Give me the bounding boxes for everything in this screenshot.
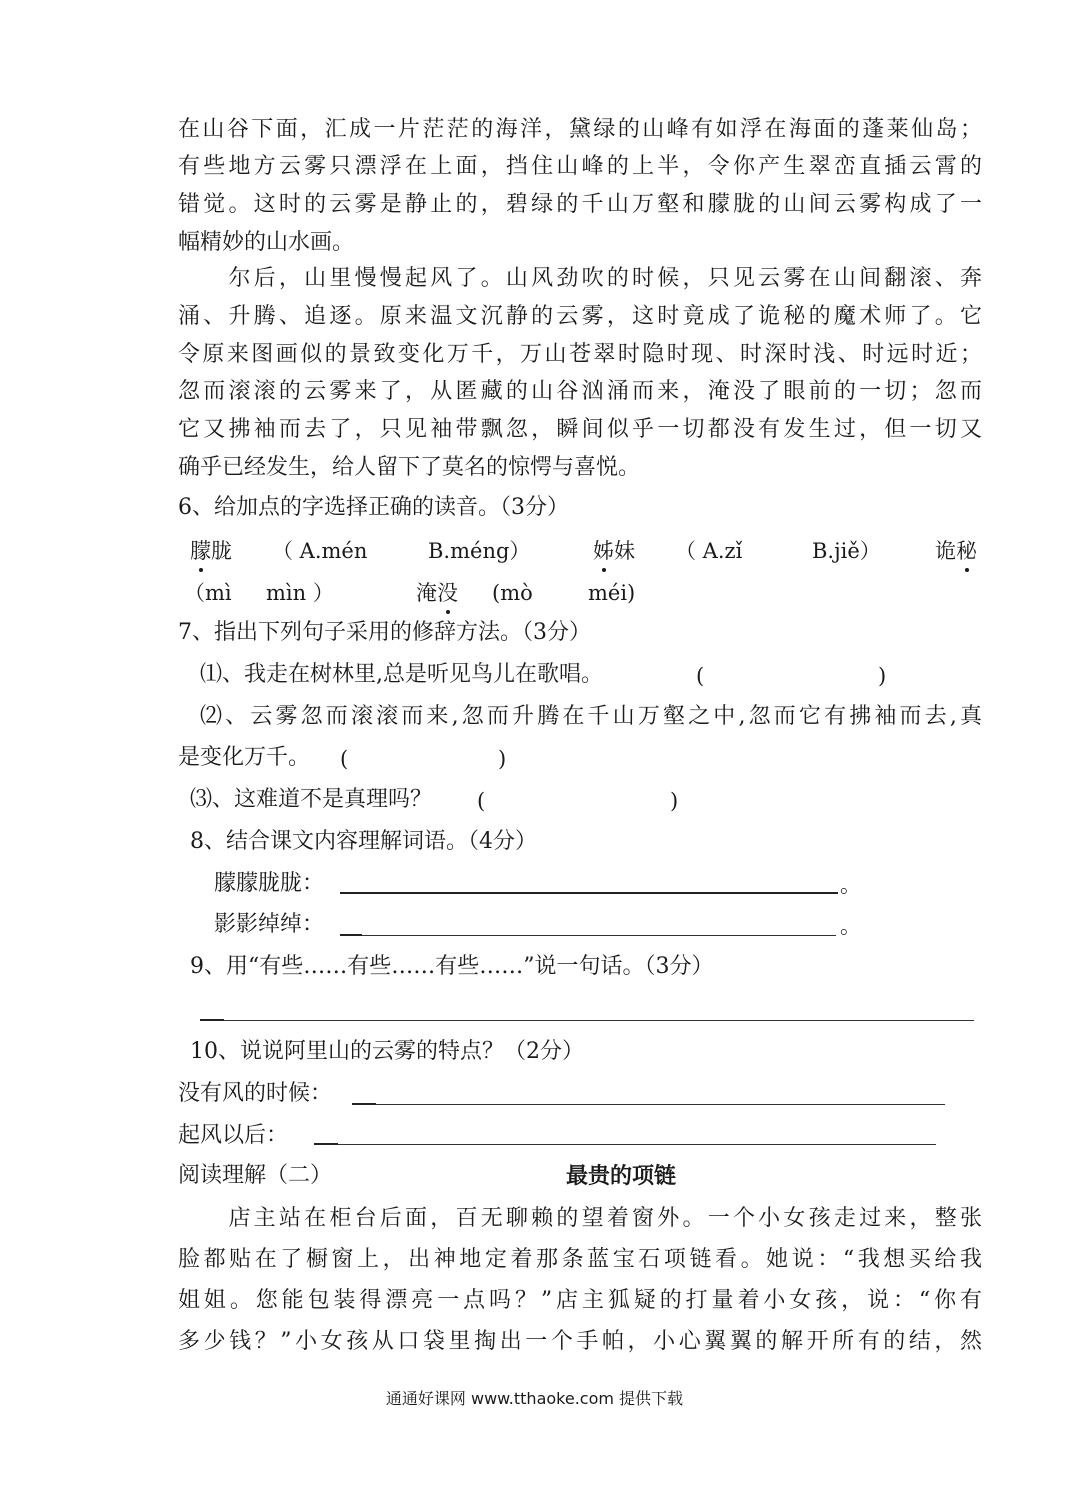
passage-line: 涌、升腾、追逐。原来温文沉静的云雾，这时竟成了诡秘的魔术师了。它: [178, 304, 982, 329]
question-title: 6、给加点的字选择正确的读音。（3分）: [178, 495, 569, 520]
question-title: 7、指出下列句子采用的修辞方法。（3分）: [178, 620, 591, 645]
word-menglong: 朦胧: [190, 536, 232, 566]
answer-paren-close: ): [670, 789, 679, 813]
passage-line: 有些地方云雾只漂浮在上面，挡住山峰的上半，令你产生翠峦直插云霄的: [178, 154, 982, 179]
passage-line: 它又拂袖而去了，只见袖带飘忽，瞬间似乎一切都没有发生过，但一切又: [178, 417, 982, 442]
pinyin-option: B.méng）: [428, 539, 531, 563]
passage-line: 错觉。这时的云雾是静止的，碧绿的千山万壑和朦胧的山间云雾构成了一: [178, 192, 982, 217]
question-title: 10、说说阿里山的云雾的特点？（2分）: [190, 1039, 584, 1064]
word-label: 朦朦胧胧：: [214, 871, 325, 896]
pinyin-option: （mì: [184, 581, 232, 605]
sentence-3: ⑶、这难道不是真理吗？: [190, 787, 433, 812]
passage-line: 姐姐。您能包装得漂亮一点吗？”店主狐疑的打量着小女孩，说：“你有: [178, 1288, 982, 1313]
sentence-2-cont: 是变化万千。: [178, 745, 311, 770]
answer-line[interactable]: [338, 1144, 936, 1145]
answer-paren-open: (: [340, 747, 349, 771]
answer-paren-open: (: [477, 789, 486, 813]
answer-paren-close: ): [878, 664, 887, 688]
section-label: 阅读理解（二）: [178, 1163, 333, 1188]
pinyin-option: (mò: [492, 581, 533, 605]
dotted-char: 姊: [593, 536, 614, 566]
sentence-2: ⑵、云雾忽而滚滚而来,忽而升腾在千山万壑之中,忽而它有拂袖而去,真: [200, 704, 982, 729]
answer-line-stub: [200, 1019, 224, 1021]
answer-paren-open: (: [696, 664, 705, 688]
answer-line[interactable]: [224, 1020, 974, 1021]
passage-line: 幅精妙的山水画。: [178, 230, 355, 255]
pinyin-option: méi): [588, 581, 636, 605]
word-guimi: 诡秘: [935, 536, 977, 566]
answer-line[interactable]: [340, 892, 838, 894]
answer-line[interactable]: [376, 1104, 945, 1105]
answer-line-stub: [340, 934, 362, 936]
dotted-char: 没: [437, 578, 458, 608]
passage-line: 多少钱？”小女孩从口袋里掏出一个手帕，小心翼翼的解开所有的结，然: [178, 1329, 982, 1354]
passage-line: 脸都贴在了橱窗上，出神地定着那条蓝宝石项链看。她说：“我想买给我: [178, 1247, 982, 1272]
end-mark: 。: [840, 873, 861, 897]
section-title: 最贵的项链: [566, 1163, 677, 1189]
pinyin-option: mìn ）: [266, 581, 334, 605]
word-yanmo: 淹没: [416, 578, 458, 608]
passage-line: 令原来图画似的景致变化万千，万山苍翠时隐时现、时深时浅、时远时近；: [178, 342, 982, 367]
question-title: 8、结合课文内容理解词语。（4分）: [190, 829, 537, 854]
passage-line: 店主站在柜台后面，百无聊赖的望着窗外。一个小女孩走过来，整张: [178, 1206, 982, 1231]
answer-line[interactable]: [362, 935, 836, 936]
answer-line-stub: [314, 1143, 338, 1145]
passage-line: 忽而滚滚的云雾来了，从匿藏的山谷汹涌而来，淹没了眼前的一切；忽而: [178, 379, 982, 404]
answer-paren-close: ): [498, 747, 507, 771]
footer-credit: 通通好课网 www.tthaoke.com 提供下载: [385, 1389, 684, 1408]
dotted-char: 秘: [956, 536, 977, 566]
passage-line: 在山谷下面，汇成一片茫茫的海洋，黛绿的山峰有如浮在海面的蓬莱仙岛；: [178, 117, 982, 142]
dotted-char: 朦: [190, 536, 211, 566]
answer-line-stub: [352, 1103, 376, 1105]
answer-label: 起风以后：: [178, 1123, 289, 1148]
sentence-1: ⑴、我走在树林里,总是听见鸟儿在歌唱。: [200, 662, 603, 687]
word-zimei: 姊妹: [593, 536, 635, 566]
pinyin-option: B.jiě）: [812, 539, 881, 563]
pinyin-option: （ A.mén: [272, 539, 368, 563]
pinyin-option: （ A.zǐ: [675, 539, 743, 563]
question-title: 9、用“有些……有些……有些……”说一句话。（3分）: [190, 954, 714, 979]
passage-line: 确乎已经发生，给人留下了莫名的惊愕与喜悦。: [178, 455, 641, 480]
end-mark: 。: [840, 914, 861, 938]
word-label: 影影绰绰：: [214, 912, 325, 937]
passage-line: 尔后，山里慢慢起风了。山风劲吹的时候，只见云雾在山间翻滚、奔: [178, 266, 982, 291]
answer-label: 没有风的时候：: [178, 1081, 333, 1106]
